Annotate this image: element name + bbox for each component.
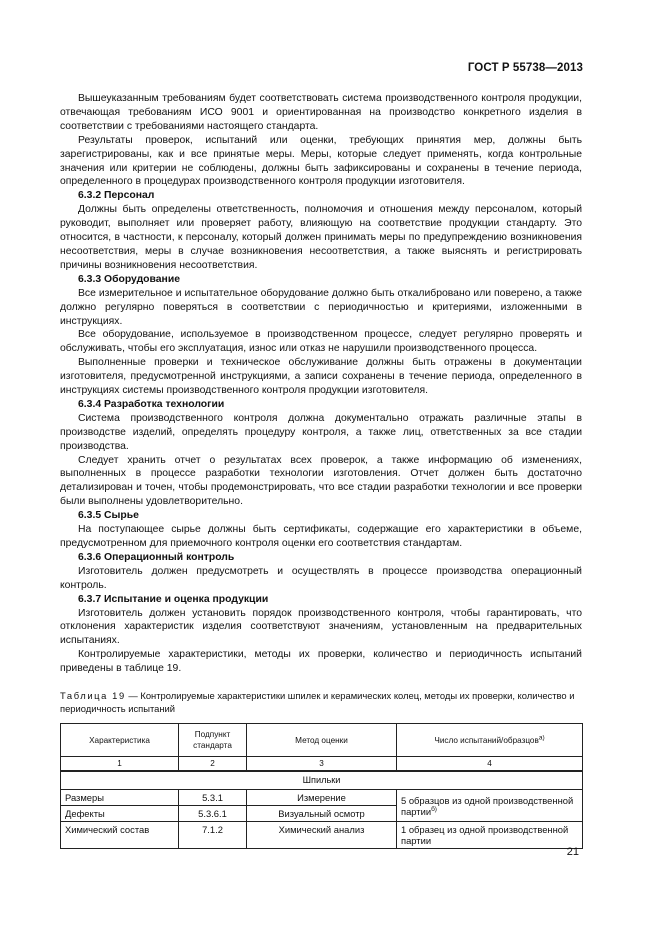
table-header-row <box>61 724 583 757</box>
section-heading-6-3-2: 6.3.2 Персонал <box>78 190 155 202</box>
clause-cell: 5.3.1 <box>179 790 247 806</box>
sample-count-cell: 1 образец из одной производственной партии <box>397 822 583 849</box>
column-header: Метод оценки <box>247 724 397 757</box>
sample-count-text: 5 образцов из одной производственной партии <box>401 794 574 817</box>
paragraph: Вышеуказанным требованиям будет соответствовать система производственного контроля продукции, отвечающая требованиям ИСО 9001 и ориентированная на производство конкретного изделия в соответствии с требованиями настоящего стандарта. <box>60 93 582 132</box>
paragraph: Контролируемые характеристики, методы их проверки, количество и периодичность испытаний приведены в таблице 19. <box>60 649 582 675</box>
paragraph: Результаты проверок, испытаний или оценки, требующих принятия мер, должны быть зарегистрированы, как и все принятые меры. Меры, которые следует применять, когда контрольные значения или критерии не соблюдены, должны быть зафиксированы и сохранены в течение периода, определенного в процедурах производственного контроля продукции изготовителя. <box>60 134 582 188</box>
paragraph: Изготовитель должен установить порядок производственного контроля, чтобы гарантировать, что отклонения характеристик изделия соответствуют значениям, установленным на предварительных испытаниях. <box>60 607 582 647</box>
method-cell: Химический анализ <box>247 822 397 849</box>
document-standard-id: ГОСТ Р 55738—2013 <box>467 62 583 74</box>
clause-cell: 7.1.2 <box>179 822 247 849</box>
table-section-title: Шпильки <box>61 771 583 790</box>
column-header: Характеристика <box>61 724 179 757</box>
footnote-marker: а) <box>538 733 545 741</box>
section-heading-6-3-6: 6.3.6 Операционный контроль <box>78 551 235 563</box>
paragraph: Все оборудование, используемое в производственном процессе, следует регулярно проверять и обслуживать, чтобы его эксплуатация, износ или отказ не нарушили производственного процесса. <box>60 329 582 355</box>
page-number: 21 <box>566 846 579 858</box>
column-number: 3 <box>247 757 397 772</box>
paragraph: Все измерительное и испытательное оборудование должно быть откалибровано или поверено, а также должно регулярно поверяться в соответствии с периодичностью и критериями, изложенными в инструкциях. <box>60 287 582 327</box>
table-row <box>61 790 583 806</box>
paragraph: Должны быть определены ответственность, полномочия и отношения между персоналом, который руководит, выполняет или проверяет работу, влияющую на соответствие продукции стандарту. Это относится, в частности, к персоналу, который должен принимать меры по предупреждению возникновения несоответствия, меры в случае возникновения несоответствия, а также выяснять и регистрировать причины возникновения несоответствия. <box>60 204 582 271</box>
paragraph: Изготовитель должен предусмотреть и осуществлять в процессе производства операционный контроль. <box>60 565 582 591</box>
column-header <box>397 724 583 757</box>
table-row <box>61 822 583 849</box>
column-header-text: Число испытаний/образцов <box>434 735 539 745</box>
column-number: 2 <box>179 757 247 772</box>
table-caption <box>60 690 582 715</box>
column-number: 1 <box>61 757 179 772</box>
table-caption-label: Таблица 19 <box>60 690 126 702</box>
paragraph: Система производственного контроля должна документально отражать различные этапы в производстве изделий, определять процедуру контроля, а также лиц, ответственных за все стадии производства. <box>60 412 582 452</box>
table-caption-text: — Контролируемые характеристики шпилек и керамических колец, методы их проверки, количество и периодичность испытаний <box>60 690 575 714</box>
paragraph: Следует хранить отчет о результатах всех проверок, а также информацию об изменениях, выполненных в процессе разработки технологии изготовления. Отчет должен быть достаточно детализирован и точен, чтобы продемонстрировать, что все стадии разработки технологии и все проверки были выполнены удовлетворительно. <box>60 454 582 508</box>
table-19 <box>60 723 583 849</box>
section-heading-6-3-3: 6.3.3 Оборудование <box>78 273 180 285</box>
section-heading-6-3-5: 6.3.5 Сырье <box>78 510 139 522</box>
clause-cell: 5.3.6.1 <box>179 806 247 822</box>
method-cell: Визуальный осмотр <box>247 806 397 822</box>
sample-count-cell <box>397 790 583 822</box>
table-section-row <box>61 771 583 790</box>
column-number: 4 <box>397 757 583 772</box>
method-cell: Измерение <box>247 790 397 806</box>
characteristic-cell: Размеры <box>61 790 179 806</box>
paragraph: На поступающее сырье должны быть сертификаты, содержащие его характеристики в объеме, предусмотренном для приемочного контроля оценки его соответствия стандартам. <box>60 524 582 549</box>
paragraph: Выполненные проверки и техническое обслуживание должны быть отражены в документации изготовителя, предусмотренной инструкциями, а записи сохранены в течение периода, определенного в инструкциях системы производственного контроля продукции изготовителя. <box>60 357 582 397</box>
characteristic-cell: Химический состав <box>61 822 179 849</box>
column-number-row <box>61 757 583 772</box>
footnote-marker: б) <box>431 805 437 813</box>
document-body <box>60 92 582 849</box>
column-header: Подпункт стандарта <box>179 724 247 757</box>
characteristic-cell: Дефекты <box>61 806 179 822</box>
section-heading-6-3-7: 6.3.7 Испытание и оценка продукции <box>78 593 269 605</box>
section-heading-6-3-4: 6.3.4 Разработка технологии <box>78 398 225 410</box>
